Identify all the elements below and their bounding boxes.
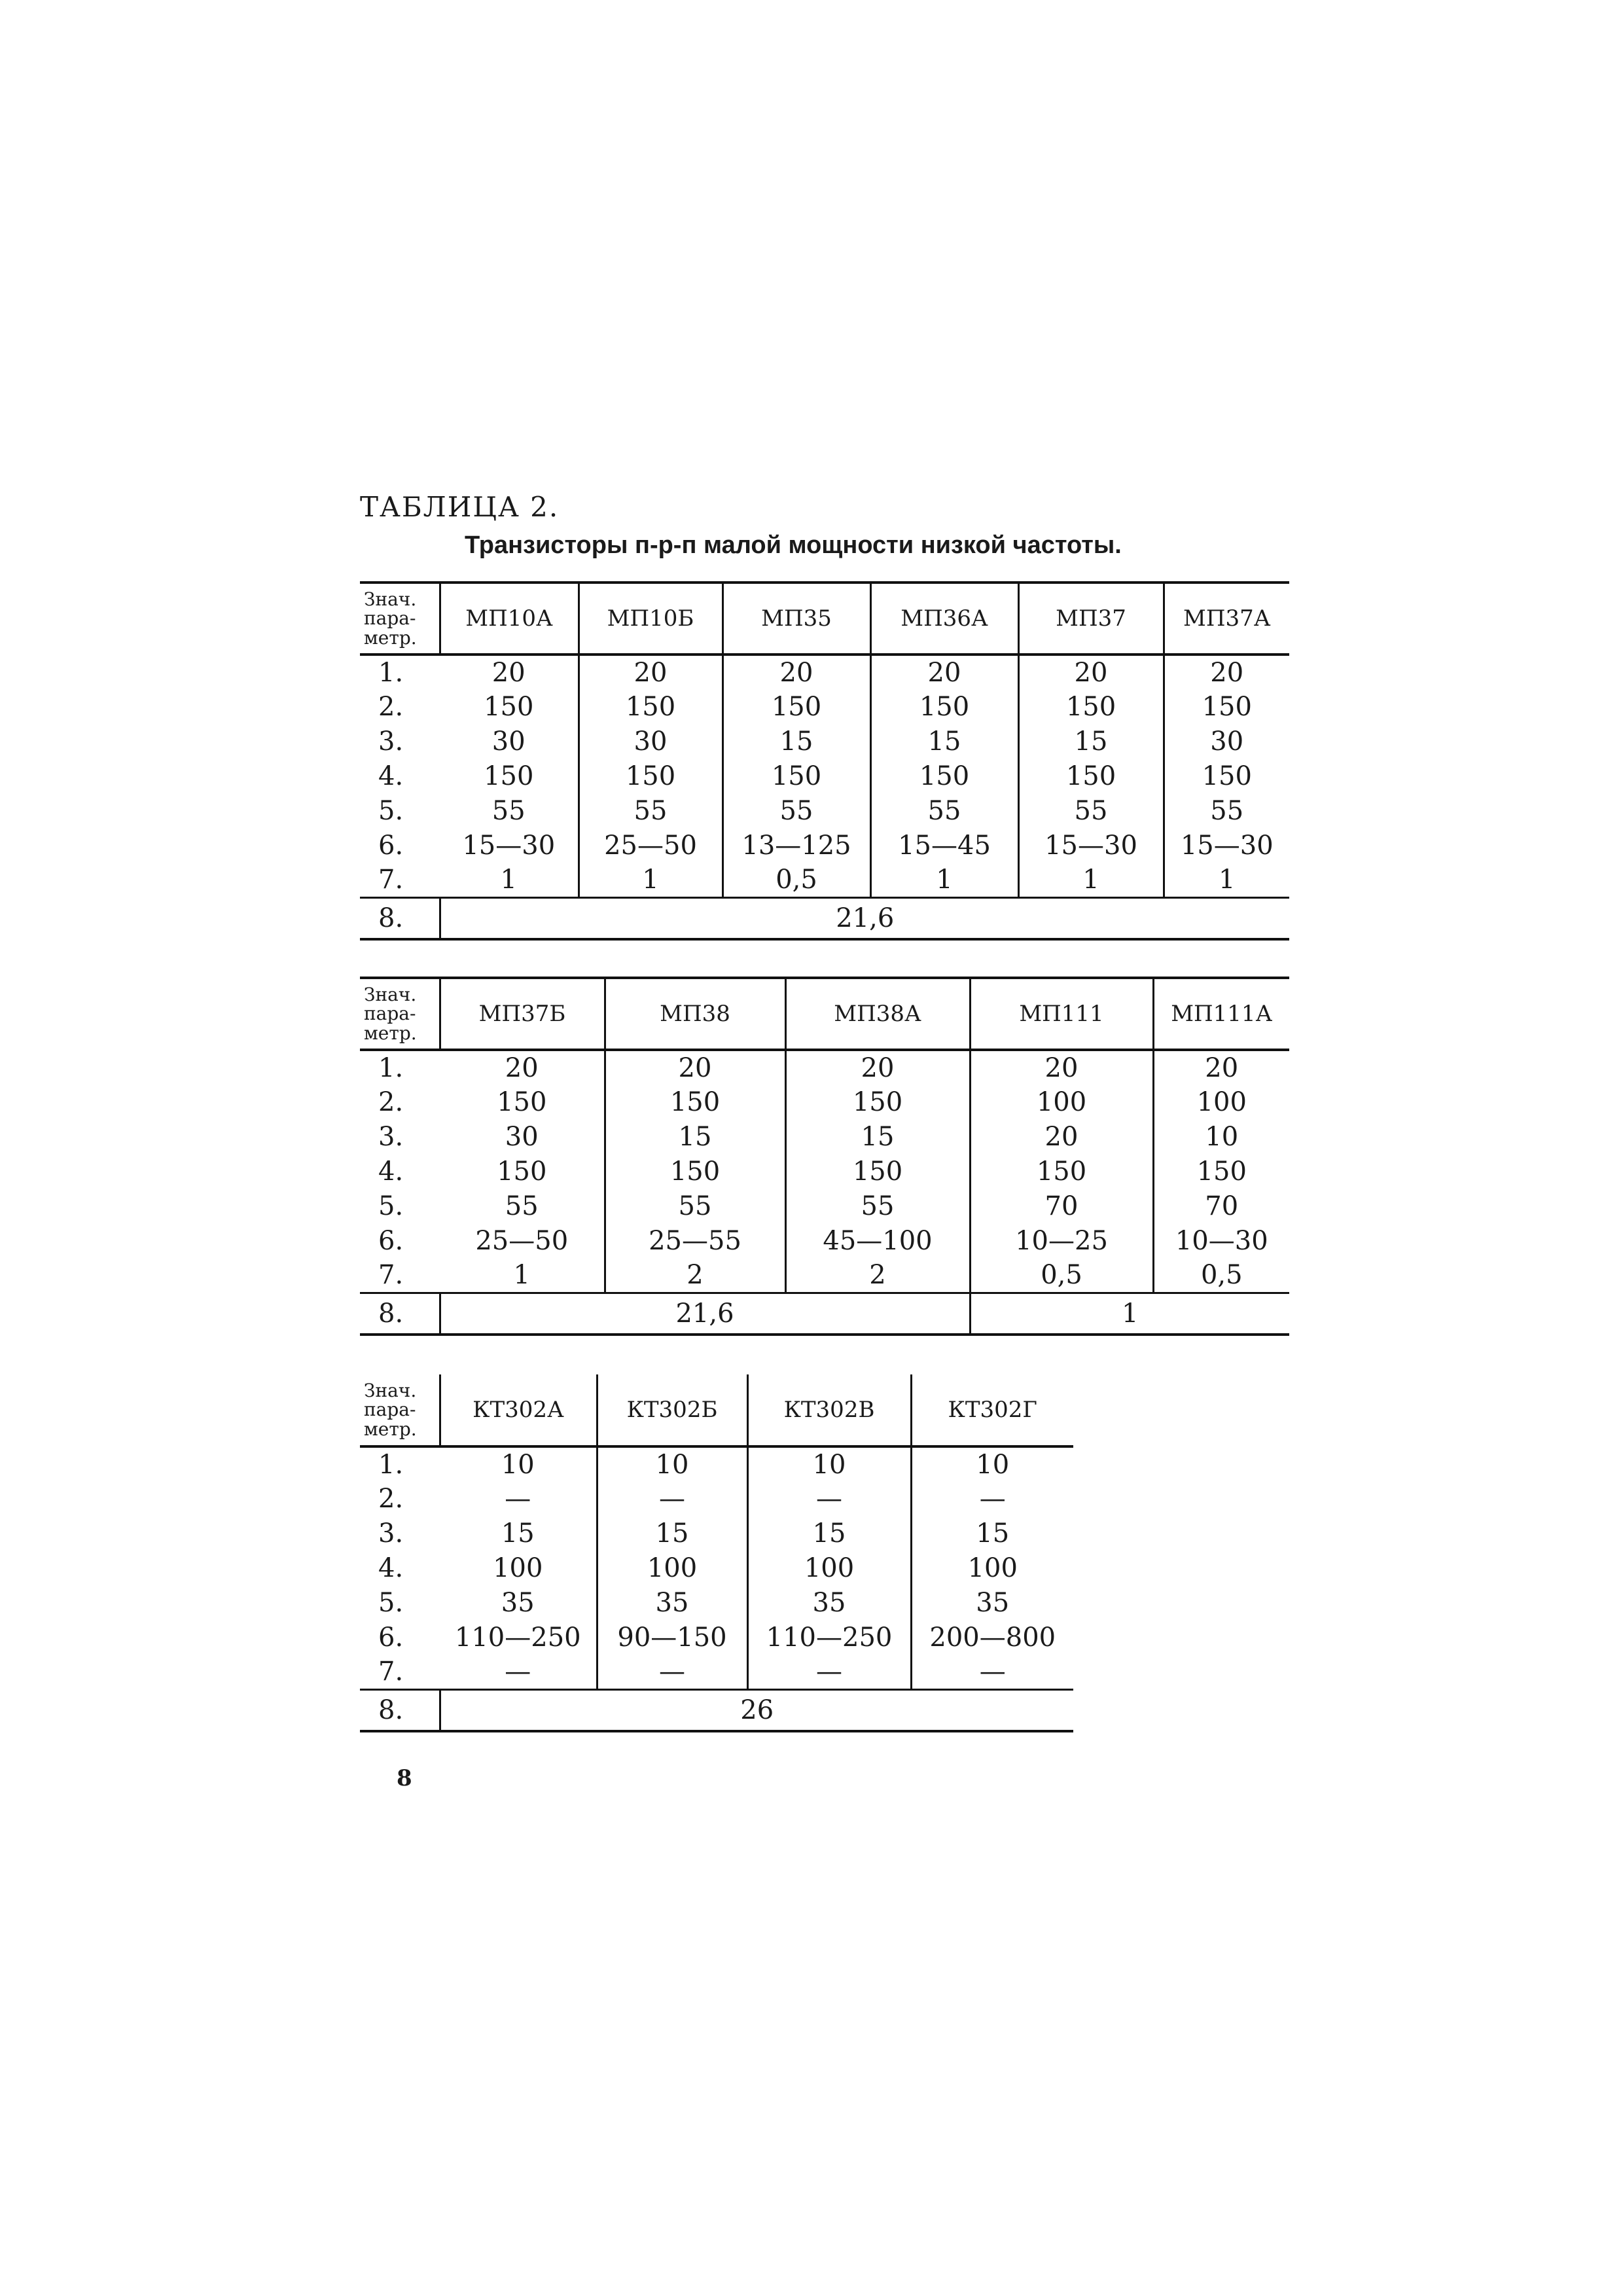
table-row xyxy=(360,1119,1289,1154)
table-cell: 55 xyxy=(870,793,1018,828)
table-cell: — xyxy=(505,1656,531,1687)
table-cell: 100 xyxy=(747,1551,911,1585)
table-cell: 30 xyxy=(579,724,722,759)
model-header: МП37 xyxy=(1018,583,1164,655)
model-header: КТ302В xyxy=(747,1374,911,1446)
table-cell: 20 xyxy=(870,655,1018,689)
param-header: Знач. пара- метр. xyxy=(360,583,440,655)
table-cell: — xyxy=(747,1655,911,1689)
table-cell: 0,5 xyxy=(1153,1258,1289,1293)
summary-row xyxy=(360,1293,1289,1335)
model-header: МП38А xyxy=(785,978,970,1050)
table-row xyxy=(360,655,1289,689)
table-cell: 55 xyxy=(605,1189,785,1223)
param-header: Знач. пара- метр. xyxy=(360,1374,440,1446)
table-cell: 90—150 xyxy=(597,1620,747,1655)
param-number: 2. xyxy=(378,1483,404,1514)
table-cell: 2 xyxy=(605,1258,785,1293)
table-cell: 55 xyxy=(722,793,870,828)
model-header: КТ302Б xyxy=(597,1374,747,1446)
transistor-table-1 xyxy=(360,581,1289,941)
table-cell: 30 xyxy=(1164,724,1289,759)
model-header: МП35 xyxy=(722,583,870,655)
table-row xyxy=(360,1620,1073,1655)
table-cell: 1 xyxy=(1018,863,1164,897)
table-cell: 150 xyxy=(870,759,1018,793)
table-header-row xyxy=(360,978,1289,1050)
table-cell: 150 xyxy=(484,691,534,722)
table-row xyxy=(360,863,1289,897)
table-cell: 150 xyxy=(1164,759,1289,793)
table-cell: 15 xyxy=(911,1516,1073,1551)
table-cell: — xyxy=(911,1481,1073,1516)
param-number: 5. xyxy=(378,795,404,826)
param-number: 1. xyxy=(378,1052,404,1083)
table-cell: 70 xyxy=(1153,1189,1289,1223)
table-title: Транзисторы п-р-п малой мощности низкой частоты. xyxy=(465,531,1122,559)
table-cell: 10 xyxy=(597,1446,747,1481)
table-row xyxy=(360,1154,1289,1189)
table-cell: 15 xyxy=(747,1516,911,1551)
table-cell: 1 xyxy=(500,864,517,895)
param-number: 5. xyxy=(378,1191,404,1221)
table-cell: — xyxy=(505,1483,531,1514)
table-cell: 45—100 xyxy=(785,1223,970,1258)
param-number: 6. xyxy=(378,1622,404,1653)
table-cell: 2 xyxy=(785,1258,970,1293)
table-cell: 150 xyxy=(970,1154,1153,1189)
transistor-table-2 xyxy=(360,977,1289,1336)
param-number: 3. xyxy=(378,1121,404,1152)
table-row xyxy=(360,1050,1289,1085)
param-number: 7. xyxy=(378,864,404,895)
table-cell: 25—55 xyxy=(605,1223,785,1258)
table-cell: 55 xyxy=(579,793,722,828)
table-cell: 15 xyxy=(722,724,870,759)
table-cell: 15 xyxy=(597,1516,747,1551)
table-cell: 10 xyxy=(1153,1119,1289,1154)
model-header: МП111А xyxy=(1153,978,1289,1050)
table-cell: 20 xyxy=(970,1050,1153,1085)
table-cell: 15 xyxy=(870,724,1018,759)
param-header: Знач. пара- метр. xyxy=(360,978,440,1050)
table-cell: 110—250 xyxy=(454,1622,581,1653)
table-cell: 35 xyxy=(911,1585,1073,1620)
table-cell: 150 xyxy=(484,761,534,791)
table-cell: 10 xyxy=(911,1446,1073,1481)
table-cell: 150 xyxy=(1018,759,1164,793)
table-cell: 20 xyxy=(722,655,870,689)
table-row xyxy=(360,793,1289,828)
table-cell: 20 xyxy=(970,1119,1153,1154)
table-cell: 13—125 xyxy=(722,828,870,863)
summary-value: 26 xyxy=(440,1689,1073,1731)
param-number: 6. xyxy=(378,830,404,861)
param-number: 4. xyxy=(378,1552,404,1583)
transistor-table-3 xyxy=(360,1374,1073,1732)
table-row xyxy=(360,759,1289,793)
param-number: 7. xyxy=(378,1656,404,1687)
param-number: 6. xyxy=(378,1225,404,1256)
table-header-row xyxy=(360,583,1289,655)
table-cell: 35 xyxy=(747,1585,911,1620)
summary-value: 21,6 xyxy=(440,1293,970,1335)
table-cell: 15 xyxy=(1018,724,1164,759)
param-number: 2. xyxy=(378,691,404,722)
table-cell: 20 xyxy=(491,657,526,688)
table-cell: 1 xyxy=(1164,863,1289,897)
param-number: 1. xyxy=(378,657,404,688)
table-cell: 100 xyxy=(597,1551,747,1585)
table-cell: 55 xyxy=(491,795,526,826)
table-cell: 10 xyxy=(501,1449,535,1480)
table-cell: 10 xyxy=(747,1446,911,1481)
model-header: МП38 xyxy=(605,978,785,1050)
table-row xyxy=(360,1085,1289,1119)
table-cell: 150 xyxy=(722,689,870,724)
table-row xyxy=(360,828,1289,863)
table-cell: 55 xyxy=(505,1191,539,1221)
table-row xyxy=(360,1446,1073,1481)
table-cell: 30 xyxy=(491,726,526,757)
table-cell: 150 xyxy=(579,689,722,724)
table-cell: — xyxy=(911,1655,1073,1689)
summary-row xyxy=(360,897,1289,939)
table-cell: 150 xyxy=(497,1086,547,1117)
table-cell: 15—30 xyxy=(1018,828,1164,863)
model-header: КТ302Г xyxy=(911,1374,1073,1446)
table-cell: 25—50 xyxy=(475,1225,569,1256)
table-cell: 0,5 xyxy=(722,863,870,897)
table-cell: 150 xyxy=(722,759,870,793)
table-cell: 150 xyxy=(605,1085,785,1119)
table-cell: 15 xyxy=(605,1119,785,1154)
table-cell: 15—45 xyxy=(870,828,1018,863)
param-number: 2. xyxy=(378,1086,404,1117)
table-cell: 150 xyxy=(579,759,722,793)
table-cell: 20 xyxy=(505,1052,539,1083)
table-row xyxy=(360,1551,1073,1585)
param-number: 5. xyxy=(378,1587,404,1618)
table-heading: ТАБЛИЦА 2. xyxy=(360,491,560,523)
table-cell: 110—250 xyxy=(747,1620,911,1655)
table-cell: 100 xyxy=(970,1085,1153,1119)
table-row xyxy=(360,1585,1073,1620)
table-row xyxy=(360,1481,1073,1516)
table-cell: 1 xyxy=(579,863,722,897)
table-cell: — xyxy=(747,1481,911,1516)
summary-value: 1 xyxy=(970,1293,1289,1335)
summary-value: 21,6 xyxy=(440,897,1289,939)
table-cell: 15—30 xyxy=(1164,828,1289,863)
table-cell: 150 xyxy=(870,689,1018,724)
param-number: 4. xyxy=(378,1156,404,1187)
table-cell: 15 xyxy=(785,1119,970,1154)
table-cell: 35 xyxy=(597,1585,747,1620)
table-row xyxy=(360,1655,1073,1689)
param-number: 7. xyxy=(378,1259,404,1290)
param-number: 8. xyxy=(360,1293,440,1335)
table-cell: 100 xyxy=(1153,1085,1289,1119)
table-cell: 15 xyxy=(501,1518,535,1549)
table-row xyxy=(360,1189,1289,1223)
param-number: 3. xyxy=(378,1518,404,1549)
table-cell: 20 xyxy=(605,1050,785,1085)
table-cell: 150 xyxy=(785,1085,970,1119)
table-cell: 150 xyxy=(785,1154,970,1189)
table-cell: 25—50 xyxy=(579,828,722,863)
table-cell: 55 xyxy=(1164,793,1289,828)
table-cell: 55 xyxy=(785,1189,970,1223)
model-header: МП10Б xyxy=(579,583,722,655)
table-cell: 20 xyxy=(579,655,722,689)
param-number: 1. xyxy=(378,1449,404,1480)
table-cell: 10—30 xyxy=(1153,1223,1289,1258)
table-cell: 150 xyxy=(1153,1154,1289,1189)
model-header: МП111 xyxy=(970,978,1153,1050)
model-header: КТ302А xyxy=(440,1374,597,1446)
table-row xyxy=(360,689,1289,724)
table-cell: — xyxy=(597,1481,747,1516)
model-header: МП37А xyxy=(1164,583,1289,655)
table-cell: 1 xyxy=(870,863,1018,897)
table-cell: 150 xyxy=(497,1156,547,1187)
table-cell: 200—800 xyxy=(911,1620,1073,1655)
page-number: 8 xyxy=(397,1765,412,1791)
table-cell: 150 xyxy=(605,1154,785,1189)
summary-row xyxy=(360,1689,1073,1731)
table-cell: 0,5 xyxy=(970,1258,1153,1293)
table-row xyxy=(360,1516,1073,1551)
table-cell: 70 xyxy=(970,1189,1153,1223)
table-row xyxy=(360,1223,1289,1258)
table-row xyxy=(360,1258,1289,1293)
table-header-row xyxy=(360,1374,1073,1446)
model-header: МП36А xyxy=(870,583,1018,655)
param-number: 8. xyxy=(360,1689,440,1731)
table-cell: 30 xyxy=(505,1121,539,1152)
model-header: МП10А xyxy=(440,583,579,655)
param-number: 3. xyxy=(378,726,404,757)
table-cell: 150 xyxy=(1018,689,1164,724)
param-number: 4. xyxy=(378,761,404,791)
table-row xyxy=(360,724,1289,759)
table-cell: 100 xyxy=(911,1551,1073,1585)
table-cell: 100 xyxy=(493,1552,543,1583)
model-header: МП37Б xyxy=(440,978,605,1050)
table-cell: 35 xyxy=(501,1587,535,1618)
table-cell: 55 xyxy=(1018,793,1164,828)
table-cell: 20 xyxy=(1018,655,1164,689)
param-number: 8. xyxy=(360,897,440,939)
table-cell: 10—25 xyxy=(970,1223,1153,1258)
table-cell: 20 xyxy=(1164,655,1289,689)
table-cell: 20 xyxy=(785,1050,970,1085)
table-cell: — xyxy=(597,1655,747,1689)
table-cell: 20 xyxy=(1153,1050,1289,1085)
table-cell: 15—30 xyxy=(462,830,556,861)
table-cell: 1 xyxy=(513,1259,530,1290)
table-cell: 150 xyxy=(1164,689,1289,724)
